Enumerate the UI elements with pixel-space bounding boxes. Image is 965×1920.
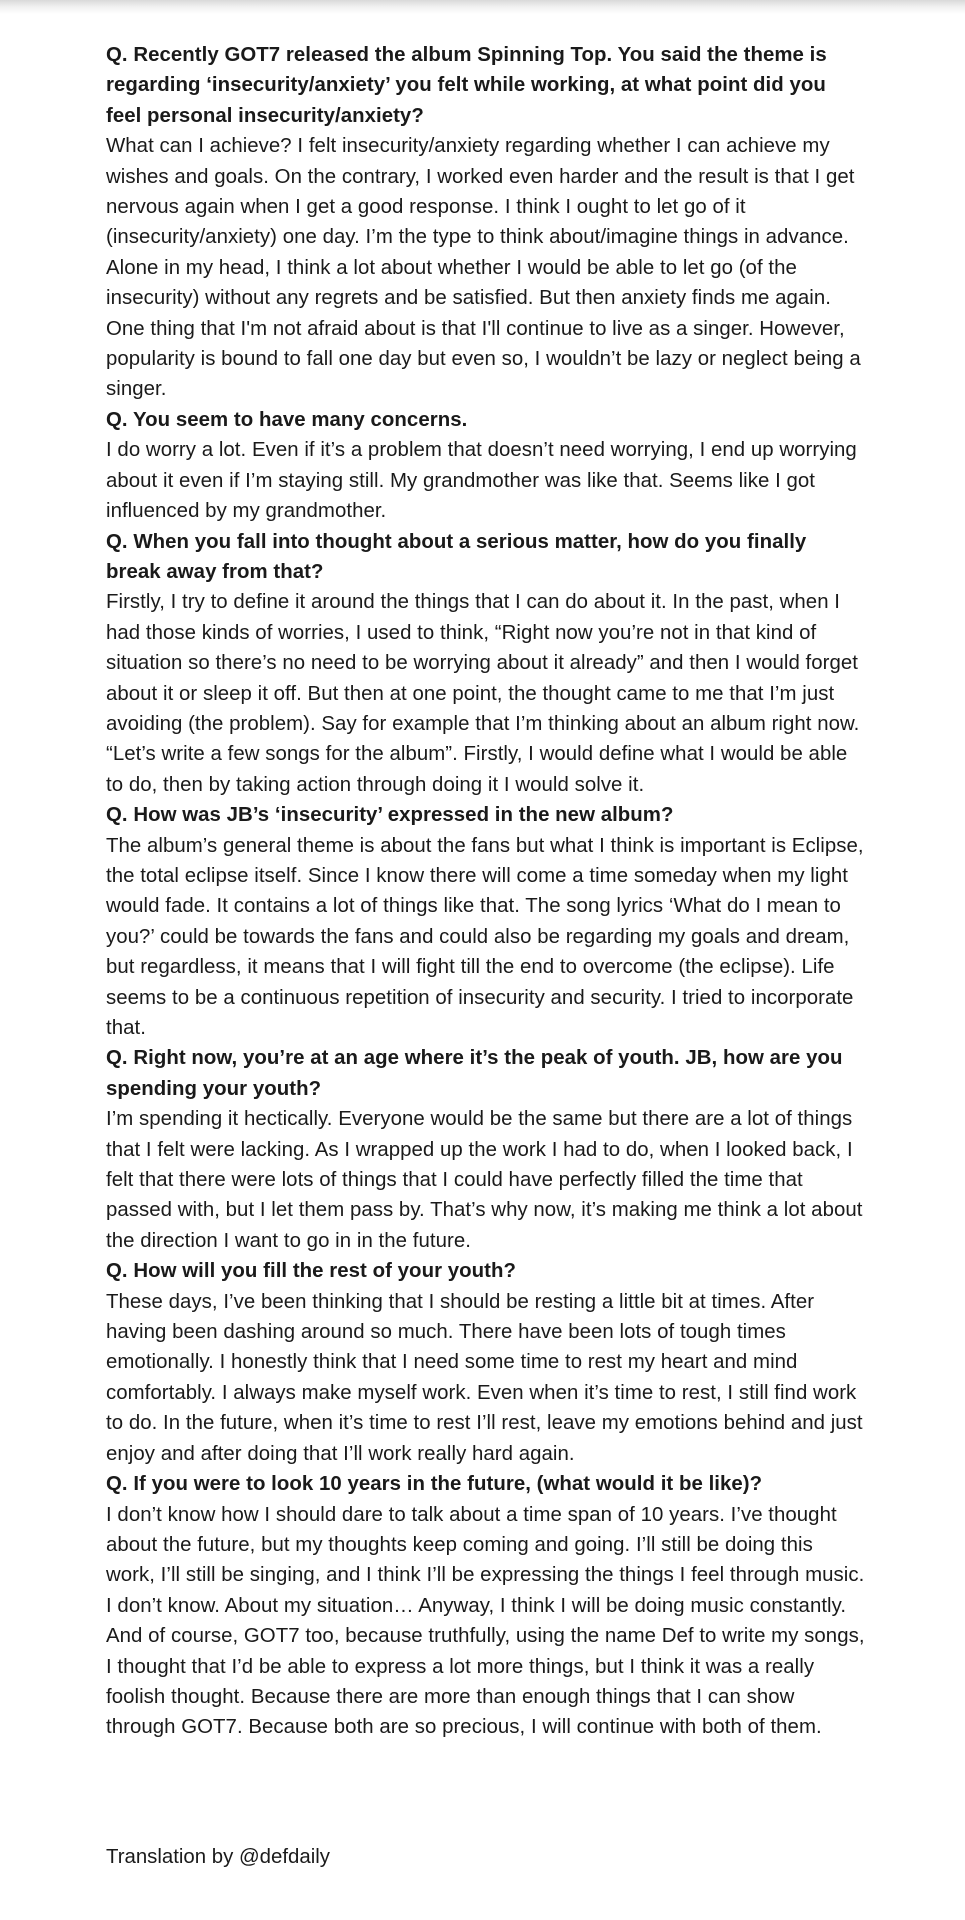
answer-3: Firstly, I try to define it around the things that I can do about it. In the past, when I had those kinds of worries, I used to think, “Right now you’re not in that kind of situation so there’s no need to be worrying about it already” and then I would forget about it or sleep it off. But then at one point, the thought came to me that I’m just avoiding (the problem). Say for example that I’m thinking about an album right now. “Let’s write a few songs for the album”. Firstly, I would define what I would be able to do, then by taking action through doing it I would solve it.: [106, 591, 860, 796]
interview-document: [106, 40, 866, 1743]
question-7: Q. If you were to look 10 years in the future, (what would it be like)?: [106, 1473, 763, 1496]
answer-1: What can I achieve? I felt insecurity/anxiety regarding whether I can achieve my wishes and goals. On the contrary, I worked even harder and the result is that I get nervous again when I get a good response. I think I ought to let go of it (insecurity/anxiety) one day. I’m the type to think about/imagine things in advance. Alone in my head, I think a lot about whether I would be able to let go (of the insecurity) without any regrets and be satisfied. But then anxiety finds me again. One thing that I'm not afraid about is that I'll continue to live as a singer. However, popularity is bound to fall one day but even so, I wouldn’t be lazy or neglect being a singer.: [106, 135, 861, 401]
question-3: Q. When you fall into thought about a serious matter, how do you finally break away from that?: [106, 530, 807, 583]
answer-5: I’m spending it hectically. Everyone would be the same but there are a lot of things that I felt were lacking. As I wrapped up the work I had to do, when I looked back, I felt that there were lots of things that I could have perfectly filled the time that passed with, but I let them pass by. That’s why now, it’s making me think a lot about the direction I want to go in in the future.: [106, 1108, 863, 1252]
answer-4: The album’s general theme is about the fans but what I think is important is Eclipse, the total eclipse itself. Since I know there will come a time someday when my light would fade. It contains a lot of things like that. The song lyrics ‘What do I mean to you?’ could be towards the fans and could also be regarding my goals and dream, but regardless, it means that I will fight till the end to overcome (the eclipse). Life seems to be a continuous repetition of insecurity and security. I tried to incorporate that.: [106, 834, 864, 1039]
translation-credit: Translation by @defdaily: [106, 1846, 330, 1868]
question-4: Q. How was JB’s ‘insecurity’ expressed in the new album?: [106, 804, 674, 827]
answer-6: These days, I’ve been thinking that I should be resting a little bit at times. After having been dashing around so much. There have been lots of tough times emotionally. I honestly think that I need some time to rest my heart and mind comfortably. I always make myself work. Even when it’s time to rest, I still find work to do. In the future, when it’s time to rest I’ll rest, leave my emotions behind and just enjoy and after doing that I’ll work really hard again.: [106, 1290, 863, 1465]
answer-2: I do worry a lot. Even if it’s a problem that doesn’t need worrying, I end up worrying about it even if I’m staying still. My grandmother was like that. Seems like I got influenced by my grandmother.: [106, 439, 857, 523]
question-6: Q. How will you fill the rest of your youth?: [106, 1260, 517, 1283]
top-edge-shadow: [0, 0, 965, 14]
question-5: Q. Right now, you’re at an age where it’s the peak of youth. JB, how are you spending your youth?: [106, 1047, 843, 1100]
answer-7: I don’t know how I should dare to talk about a time span of 10 years. I’ve thought about the future, but my thoughts keep coming and going. I’ll still be doing this work, I’ll still be singing, and I think I’ll be expressing the things I feel through music. I don’t know. About my situation… Anyway, I think I will be doing music constantly. And of course, GOT7 too, because truthfully, using the name Def to write my songs, I thought that I’d be able to express a lot more things, but I think it was a really foolish thought. Because there are more than enough things that I can show through GOT7. Because both are so precious, I will continue with both of them.: [106, 1503, 865, 1739]
question-2: Q. You seem to have many concerns.: [106, 408, 468, 431]
question-1: Q. Recently GOT7 released the album Spinning Top. You said the theme is regarding ‘insecurity/anxiety’ you felt while working, at what point did you feel personal insecurity/anxiety?: [106, 44, 827, 127]
